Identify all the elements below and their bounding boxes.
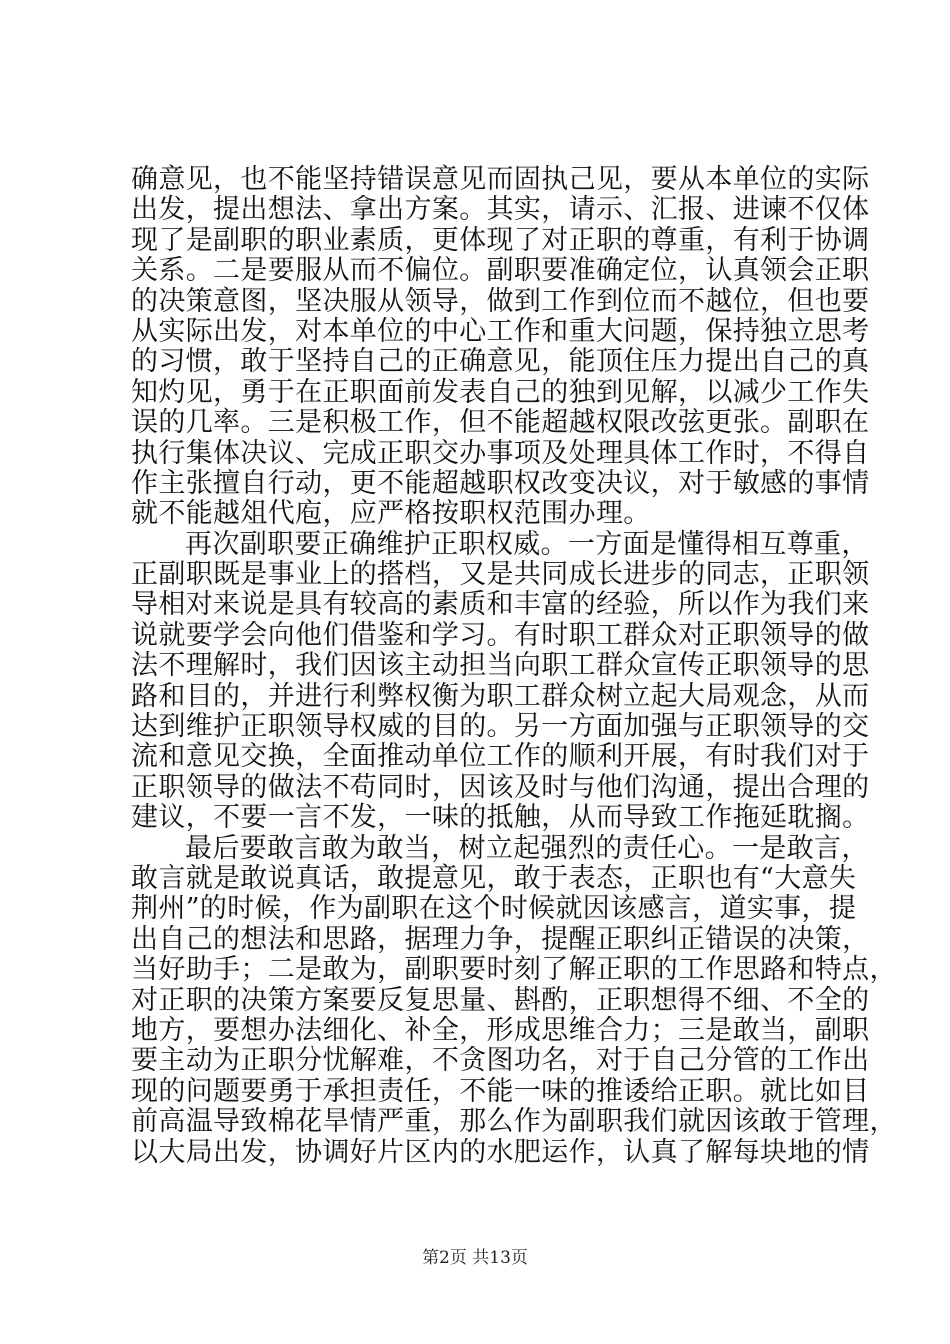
text-line: 出自己的想法和思路，据理力争，提醒正职纠正错误的决策， [131, 923, 870, 955]
text-line: 敢言就是敢说真话，敢提意见，敢于表态，正职也有“大意失 [131, 862, 857, 894]
text-line: 法不理解时，我们因该主动担当向职工群众宣传正职领导的思 [131, 650, 870, 682]
text-line: 说就要学会向他们借鉴和学习。有时职工群众对正职领导的做 [131, 619, 870, 651]
text-line: 达到维护正职领导权威的目的。另一方面加强与正职领导的交 [131, 711, 870, 743]
text-line: 作主张擅自行动，更不能超越职权改变决议，对于敏感的事情 [131, 467, 870, 499]
text-line: 荆州”的时候，作为副职在这个时候就因该感言，道实事，提 [131, 893, 857, 925]
text-line: 关系。二是要服从而不偏位。副职要准确定位，认真领会正职 [131, 255, 870, 287]
text-line: 对正职的决策方案要反复思量、斟酌，正职想得不细、不全的 [131, 984, 870, 1016]
text-line: 执行集体决议、完成正职交办事项及处理具体工作时，不得自 [131, 437, 870, 469]
text-line: 导相对来说是具有较高的素质和丰富的经验，所以作为我们来 [131, 589, 870, 621]
text-line: 前高温导致棉花旱情严重，那么作为副职我们就因该敢于管理， [131, 1106, 897, 1138]
text-line: 路和目的，并进行利弊权衡为职工群众树立起大局观念，从而 [131, 680, 870, 712]
text-line: 误的几率。三是积极工作，但不能超越权限改弦更张。副职在 [131, 407, 870, 439]
paragraph-first-line: 最后要敢言敢为敢当，树立起强烈的责任心。一是敢言， [185, 832, 869, 864]
document-body [131, 164, 897, 1168]
text-line: 当好助手；二是敢为，副职要时刻了解正职的工作思路和特点， [131, 954, 897, 986]
text-line: 正副职既是事业上的搭档，又是共同成长进步的同志，正职领 [131, 559, 870, 591]
text-line: 的决策意图，坚决服从领导，做到工作到位而不越位，但也要 [131, 285, 870, 317]
text-line: 正职领导的做法不苟同时，因该及时与他们沟通，提出合理的 [131, 771, 870, 803]
paragraph-first-line: 再次副职要正确维护正职权威。一方面是懂得相互尊重， [185, 528, 869, 560]
text-line: 就不能越俎代庖，应严格按职权范围办理。 [131, 498, 651, 530]
text-line: 知灼见，勇于在正职面前发表自己的独到见解，以减少工作失 [131, 376, 870, 408]
text-line: 确意见，也不能坚持错误意见而固执己见，要从本单位的实际 [131, 164, 870, 195]
text-line: 以大局出发，协调好片区内的水肥运作，认真了解每块地的情 [131, 1136, 870, 1168]
page-number-footer: 第2页 共13页 [422, 1248, 528, 1268]
text-line: 建议，不要一言不发，一味的抵触，从而导致工作拖延耽搁。 [131, 802, 870, 834]
text-line: 现了是副职的职业素质，更体现了对正职的尊重，有利于协调 [131, 224, 870, 256]
text-line: 的习惯，敢于坚持自己的正确意见，能顶住压力提出自己的真 [131, 346, 870, 378]
text-line: 现的问题要勇于承担责任，不能一味的推诿给正职。就比如目 [131, 1075, 870, 1107]
text-line: 要主动为正职分忧解难，不贪图功名，对于自己分管的工作出 [131, 1045, 870, 1077]
text-line: 地方，要想办法细化、补全，形成思维合力；三是敢当，副职 [131, 1014, 870, 1046]
text-line: 出发，提出想法、拿出方案。其实，请示、汇报、进谏不仅体 [131, 194, 870, 226]
text-line: 流和意见交换，全面推动单位工作的顺利开展，有时我们对于 [131, 741, 870, 773]
text-line: 从实际出发，对本单位的中心工作和重大问题，保持独立思考 [131, 315, 870, 347]
